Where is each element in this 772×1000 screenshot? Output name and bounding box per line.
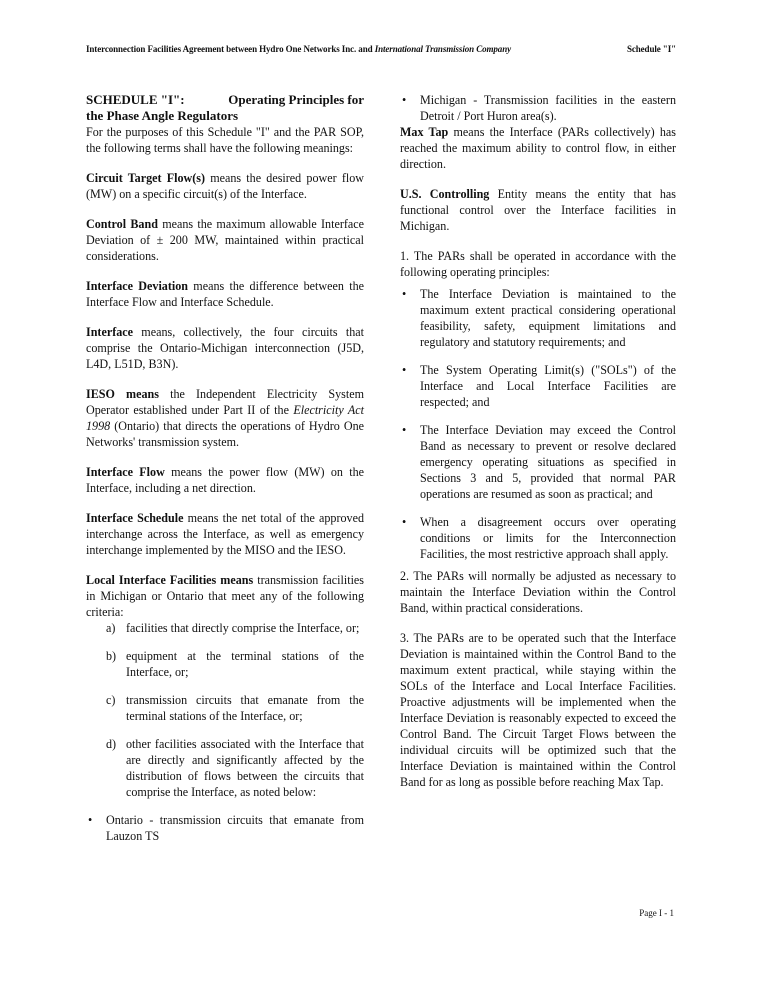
bullet-icon: • — [402, 423, 407, 437]
bullet-icon: • — [402, 363, 407, 377]
definition-max-tap: Max Tap means the Interface (PARs collectively) has reached the maximum ability to control flow, in either direction. — [400, 125, 677, 171]
page-number: Page I - 1 — [639, 908, 674, 918]
definition-interface-flow: Interface Flow means the power flow (MW) on the Interface, including a net direction. — [86, 465, 364, 495]
operating-principles-list — [400, 286, 676, 562]
list-item: • When a disagreement occurs over operating conditions or limits for the Interconnection Facilities, the most restrictive approach shall apply. — [402, 515, 676, 561]
definition-ieso: IESO means the Independent Electricity System Operator established under Part II of the Electricity Act 1998 (Ontario) that directs the operations of Hydro One Networks' transmission system. — [86, 387, 365, 449]
paragraph-3: 3. The PARs are to be operated such that the Interface Deviation is maintained within the Control Band to the maximum extent practical, while staying within the SOLs of the Interface and Local Interface Facilities. Proactive adjustments will be implemented when the Interface Deviation is reasonably expected to exceed the Control Band. The Circuit Target Flows between the individual circuits will be optimized such that the Interface Deviation is maintained within the Control Band for as long as possible before reaching Max Tap. — [400, 631, 676, 789]
michigan-bullet-list — [400, 92, 676, 124]
operating-principles-intro: 1. The PARs shall be operated in accordance with the following operating principles: — [400, 249, 676, 279]
list-item: • The System Operating Limit(s) ("SOLs") of the Interface and Local Interface Facilities are respected; and — [402, 363, 676, 409]
definition-interface: Interface means, collectively, the four circuits that comprise the Ontario-Michigan interconnection (J5D, L4D, L51D, B3N). — [86, 325, 364, 371]
ontario-bullet-list — [86, 812, 364, 844]
list-item: • The Interface Deviation may exceed the Control Band as necessary to prevent or resolve declared emergency operating situations as specified in Sections 3 and 5, provided that normal PAR operations are resumed as soon as practical; and — [402, 423, 676, 501]
list-item: • Michigan - Transmission facilities in the eastern Detroit / Port Huron area(s). — [402, 93, 676, 123]
list-item: b) equipment at the terminal stations of the Interface, or; — [106, 649, 364, 679]
list-item: • The Interface Deviation is maintained to the maximum extent practical considering operational feasibility, safety, equipment limitations and regulatory and statutory requirements; and — [402, 287, 676, 349]
right-column — [400, 92, 676, 804]
bullet-icon: • — [88, 813, 93, 827]
list-item: c) transmission circuits that emanate from the terminal stations of the Interface, or; — [106, 693, 364, 723]
list-item: d) other facilities associated with the Interface that are directly and significantly affected by the distribution of flows between the circuits that comprise the Interface, as noted below: — [106, 737, 364, 799]
schedule-title: SCHEDULE "I": Operating Principles for the Phase Angle Regulators — [86, 92, 364, 123]
bullet-icon: • — [402, 287, 407, 301]
definition-local-interface-facilities: Local Interface Facilities means transmission facilities in Michigan or Ontario that meet any of the following criteria: — [86, 573, 365, 619]
definition-interface-deviation: Interface Deviation means the difference between the Interface Flow and Interface Schedule. — [86, 279, 364, 309]
definition-interface-schedule: Interface Schedule means the net total of the approved interchange across the Interface, as well as emergency interchange implemented by the MISO and the IESO. — [86, 511, 364, 557]
header-company-name: International Transmission Company — [374, 44, 511, 54]
paragraph-2: 2. The PARs will normally be adjusted as necessary to maintain the Interface Deviation within the Control Band, within practical considerations. — [400, 569, 676, 615]
bullet-icon: • — [402, 93, 407, 107]
list-item: • Ontario - transmission circuits that emanate from Lauzon TS — [88, 813, 364, 843]
header-schedule-label: Schedule "I" — [626, 44, 676, 54]
definition-us-controlling-entity: U.S. Controlling Entity means the entity that has functional control over the Interface facilities in Michigan. — [400, 187, 676, 233]
definition-circuit-target-flow: Circuit Target Flow(s) means the desired power flow (MW) on a specific circuit(s) of the Interface. — [86, 171, 364, 201]
criteria-list — [86, 620, 364, 800]
header-agreement-title: Interconnection Facilities Agreement between Hydro One Networks Inc. and International Transmission Company — [86, 44, 511, 54]
definition-control-band: Control Band means the maximum allowable Interface Deviation of ± 200 MW, maintained within practical considerations. — [86, 217, 364, 263]
list-item: a) facilities that directly comprise the Interface, or; — [106, 621, 360, 635]
intro-paragraph: For the purposes of this Schedule "I" and the PAR SOP, the following terms shall have the following meanings: — [86, 125, 364, 155]
left-column — [86, 92, 364, 844]
bullet-icon: • — [402, 515, 407, 529]
